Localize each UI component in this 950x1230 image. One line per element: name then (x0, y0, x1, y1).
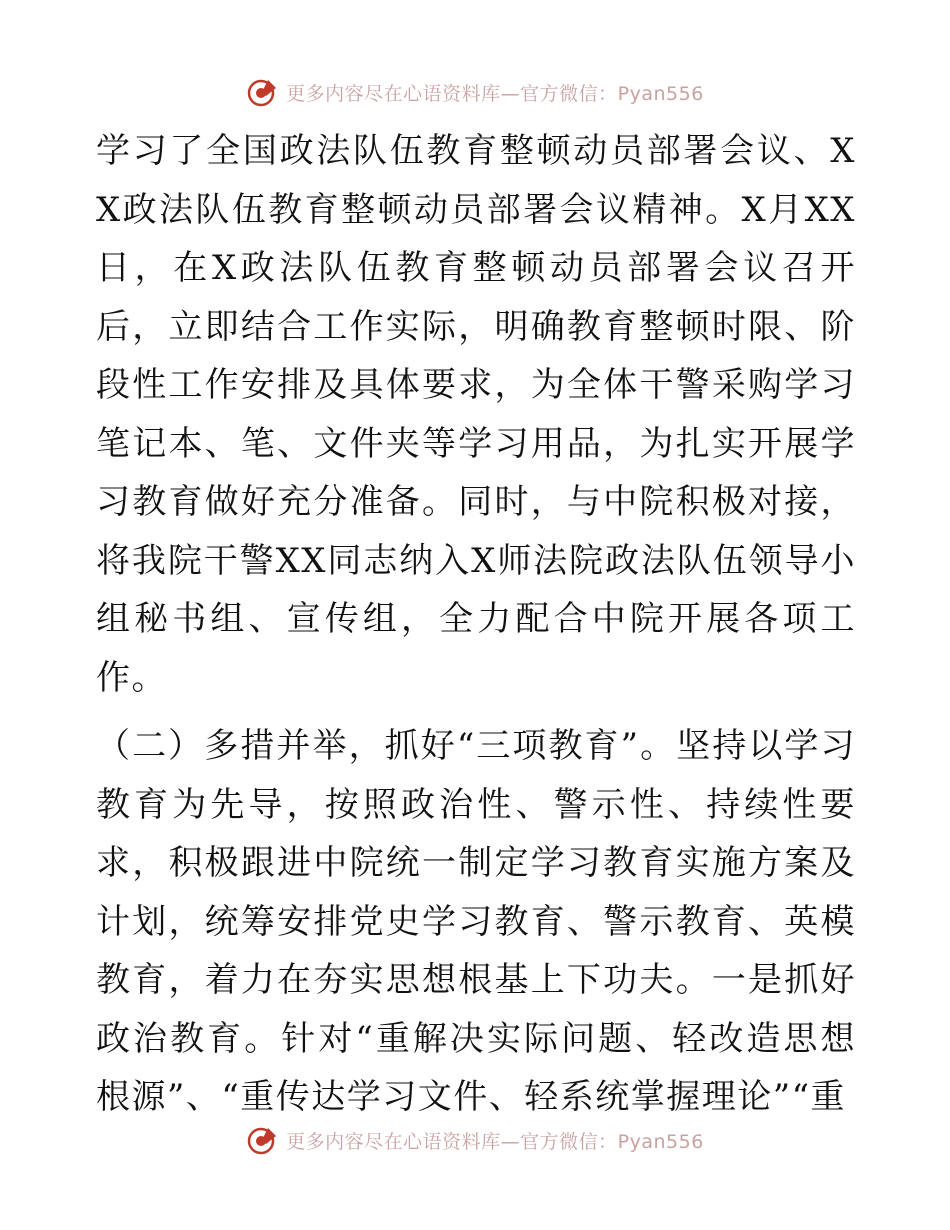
paragraph-2: （二）多措并举，抓好“三项教育”。坚持以学习教育为先导，按照政治性、警示性、持续性要求，积极跟进中院统一制定学习教育实施方案及计划，统筹安排党史学习教育、警示教育、英模教育，着力在夯实思想根基上下功夫。一是抓好政治教育。针对“重解决实际问题、轻改造思想根源”、“重传达学习文件、轻系统掌握理论”“重 (96, 726, 856, 1117)
paragraph-1: 学习了全国政法队伍教育整顿动员部署会议、XX政法队伍教育整顿动员部署会议精神。X月XX日，在X政法队伍教育整顿动员部署会议召开后，立即结合工作实际，明确教育整顿时限、阶段性工作安排及具体要求，为全体干警采购学习笔记本、笔、文件夹等学习用品，为扎实开展学习教育做好充分准备。同时，与中院积极对接，将我院干警XX同志纳入X师法院政法队伍领导小组秘书组、宣传组，全力配合中院开展各项工作。 (96, 131, 856, 698)
watermark-logo-icon (246, 76, 278, 108)
watermark-footer (0, 1120, 950, 1160)
watermark-text: 更多内容尽在心语资料库—官方微信：Pyan556 (286, 82, 704, 105)
watermark-header (0, 72, 950, 112)
document-body (96, 122, 856, 1127)
watermark-logo-icon (246, 1124, 278, 1156)
watermark-text: 更多内容尽在心语资料库—官方微信：Pyan556 (286, 1130, 704, 1153)
